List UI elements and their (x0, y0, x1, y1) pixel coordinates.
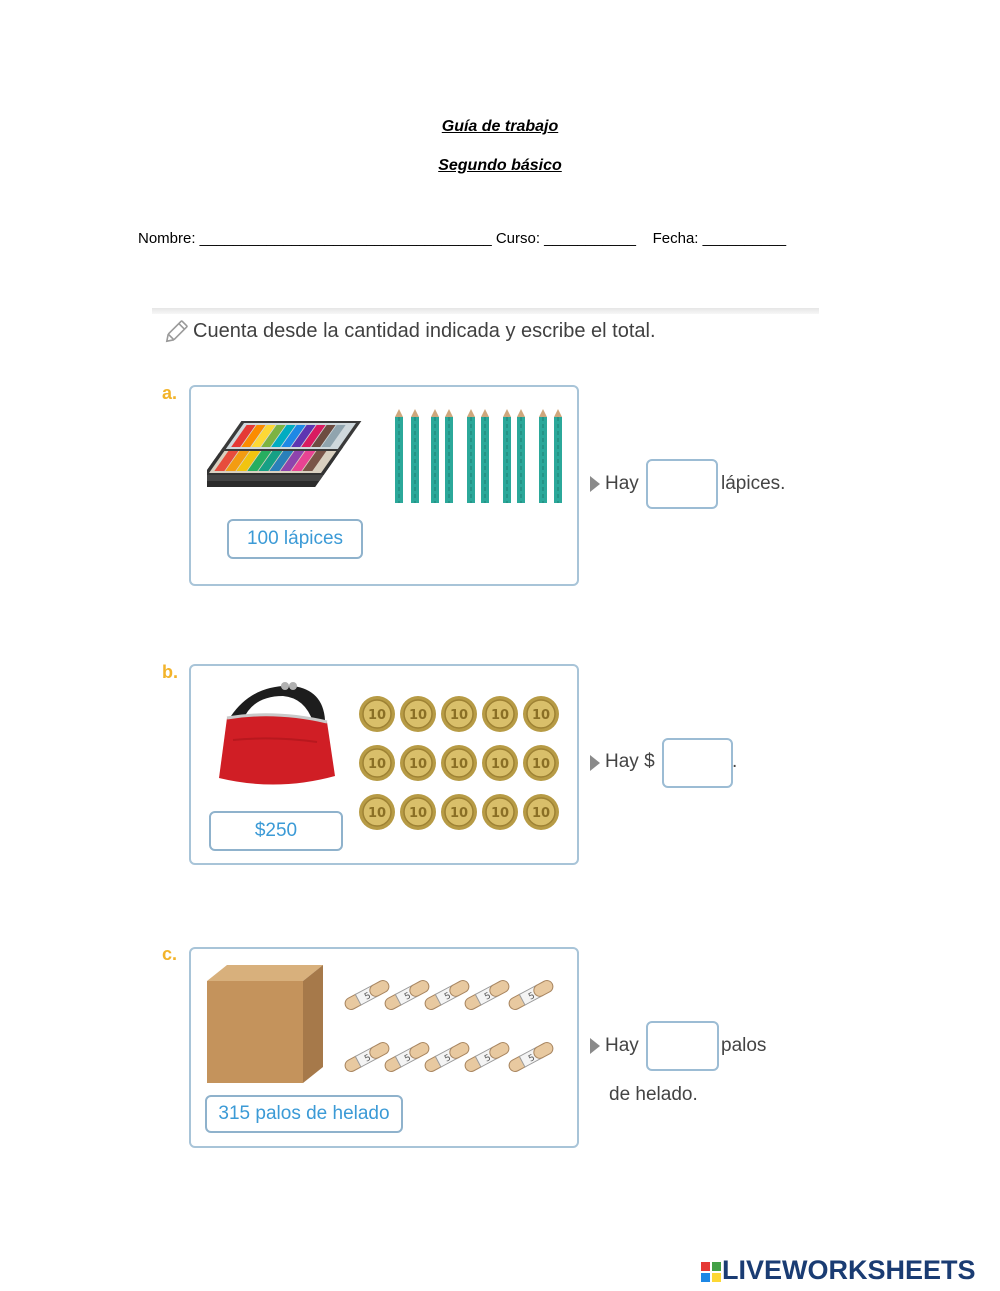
exercise-letter-c: c. (162, 944, 178, 964)
exercise-a-prompt: Hay (605, 473, 639, 494)
teal-pencil (467, 409, 475, 503)
red-purse-image (213, 680, 339, 795)
stick-bundle-5 (423, 978, 471, 1012)
coin-10 (523, 794, 559, 830)
ice-cream-sticks-group: 5 (343, 969, 567, 1088)
coin-10 (400, 794, 436, 830)
exercise-b-prompt: Hay $ (605, 751, 655, 772)
exercise-c-answer-input[interactable] (646, 1021, 719, 1071)
stick-bundle-5 (507, 1040, 555, 1074)
coin-10 (359, 696, 395, 732)
coin-10 (400, 696, 436, 732)
stick-bundle-5 (383, 978, 431, 1012)
exercise-b-start-label: $250 (209, 811, 343, 851)
teal-pencil (431, 409, 439, 503)
stick-bundle-5 (463, 978, 511, 1012)
exercise-a-panel (189, 385, 579, 586)
exercise-a-start-label: 100 lápices (227, 519, 363, 559)
liveworksheets-logo (700, 1255, 976, 1286)
exercise-a-answer-input[interactable] (646, 459, 718, 509)
exercise-c-suffix: palos (721, 1035, 767, 1056)
teal-pencil (395, 409, 403, 503)
pencil-icon (162, 318, 190, 351)
stick-bundle-5 (343, 1040, 391, 1074)
logo-mark-icon (700, 1261, 722, 1283)
page-title: Guía de trabajo (441, 118, 559, 135)
exercise-c-prompt: Hay (605, 1035, 639, 1056)
exercise-c-panel (189, 947, 579, 1148)
stick-bundle-5 (463, 1040, 511, 1074)
teal-pencil (539, 409, 547, 503)
teal-pencil (517, 409, 525, 503)
coin-10 (523, 745, 559, 781)
coin-10 (482, 696, 518, 732)
page-subtitle: Segundo básico (438, 157, 562, 174)
coin-10 (359, 745, 395, 781)
exercise-b-answer-input[interactable] (662, 738, 733, 788)
teal-pencil (411, 409, 419, 503)
exercise-c-suffix-line2: de helado. (609, 1084, 698, 1105)
stick-bundle-5 (423, 1040, 471, 1074)
coin-10 (400, 745, 436, 781)
coin-10 (441, 696, 477, 732)
teal-pencil (554, 409, 562, 503)
stick-bundle-5 (383, 1040, 431, 1074)
cardboard-box-image (205, 963, 325, 1090)
exercise-b-suffix: . (732, 751, 738, 772)
instruction-text: Cuenta desde la cantidad indicada y escribe el total. (193, 320, 656, 342)
coin-10 (359, 794, 395, 830)
arrow-marker-icon (590, 755, 600, 771)
student-fields-line: Nombre: ___________________________________ Curso: ___________ Fecha: __________ (138, 230, 787, 247)
teal-pencil (445, 409, 453, 503)
teal-pencils-group (391, 409, 571, 510)
exercise-a-suffix: lápices. (721, 473, 786, 494)
coin-10 (441, 745, 477, 781)
colored-pencil-boxes-image (207, 413, 383, 500)
exercise-c-start-label: 315 palos de helado (205, 1095, 403, 1133)
arrow-marker-icon (590, 1038, 600, 1054)
stick-bundle-5 (507, 978, 555, 1012)
coin-10 (482, 794, 518, 830)
exercise-letter-a: a. (162, 383, 178, 403)
stick-bundle-5 (343, 978, 391, 1012)
arrow-marker-icon (590, 476, 600, 492)
teal-pencil (481, 409, 489, 503)
instruction-divider (152, 308, 819, 314)
coin-10 (523, 696, 559, 732)
logo-text: LIVEWORKSHEETS (722, 1255, 976, 1285)
exercise-letter-b: b. (162, 662, 178, 682)
coins-group (359, 696, 565, 837)
coin-10 (482, 745, 518, 781)
exercise-b-panel (189, 664, 579, 865)
coin-10 (441, 794, 477, 830)
teal-pencil (503, 409, 511, 503)
